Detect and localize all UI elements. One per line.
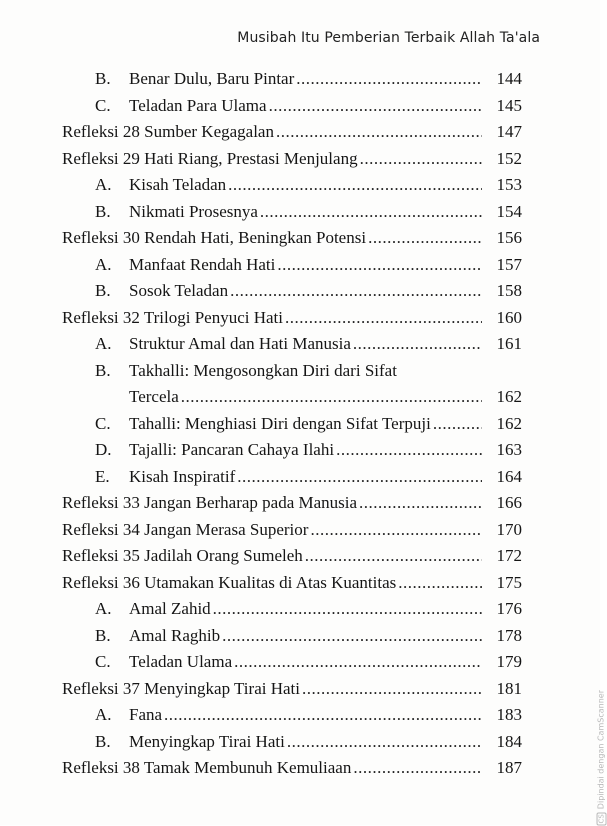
toc-entry-section [62, 278, 522, 305]
toc-entry-letter: B. [95, 281, 111, 300]
toc-dot-leader [368, 225, 482, 252]
toc-entry-title: Amal Zahid [129, 599, 211, 618]
toc-dot-leader [433, 411, 482, 438]
toc-entry-letter: A. [95, 175, 112, 194]
toc-entry-title: Tahalli: Menghiasi Diri dengan Sifat Terpuji [129, 413, 431, 433]
toc-page-number: 184 [496, 731, 522, 751]
toc-dot-leader [213, 596, 482, 623]
toc-dot-leader [353, 755, 482, 782]
toc-page-number: 160 [496, 307, 522, 327]
toc-entry-chapter [62, 225, 522, 252]
toc-entry-title: Refleksi 29 Hati Riang, Prestasi Menjulang [62, 148, 358, 168]
toc-entry-title: Refleksi 37 Menyingkap Tirai Hati [62, 678, 300, 698]
toc-page-number: 181 [496, 678, 522, 698]
toc-entry-section [62, 464, 522, 491]
toc-entry-section [62, 649, 522, 676]
toc-dot-leader [359, 490, 482, 517]
toc-page-number: 157 [496, 254, 522, 274]
toc-entry-chapter [62, 119, 522, 146]
toc-entry-letter: A. [95, 705, 112, 724]
toc-dot-leader [222, 623, 482, 650]
toc-page-number: 154 [496, 201, 522, 221]
toc-entry-section [62, 437, 522, 464]
toc-entry-letter: C. [95, 413, 111, 433]
toc-entry-section [62, 623, 522, 650]
toc-entry-section [62, 172, 522, 199]
toc-entry-title: Refleksi 38 Tamak Membunuh Kemuliaan [62, 758, 352, 777]
toc-entry-title: Refleksi 34 Jangan Merasa Superior [62, 519, 309, 539]
toc-entry-section [62, 729, 522, 756]
toc-page-number: 147 [496, 122, 522, 141]
toc-entry-letter: B. [95, 69, 111, 88]
toc-entry-title: Amal Raghib [129, 625, 221, 645]
toc-entry-title: Tercela [129, 387, 179, 406]
toc-dot-leader [360, 146, 482, 173]
toc-page-number: 162 [496, 413, 522, 433]
toc-page-number: 178 [496, 625, 522, 645]
toc-page-number: 187 [496, 758, 522, 777]
toc-entry-section [62, 358, 522, 385]
toc-page-number: 161 [496, 334, 522, 353]
toc-entry-title: Refleksi 28 Sumber Kegagalan [62, 122, 274, 141]
toc-dot-leader [164, 702, 482, 729]
toc-entry-letter: A. [95, 334, 112, 353]
toc-page-number: 156 [496, 228, 522, 247]
toc-page-number: 153 [496, 175, 522, 194]
toc-entry-chapter [62, 676, 522, 703]
toc-entry-title: Teladan Para Ulama [129, 95, 267, 115]
toc-entry-section [62, 66, 522, 93]
toc-dot-leader [310, 517, 482, 544]
toc-entry-letter: B. [95, 731, 111, 751]
toc-dot-leader [285, 305, 482, 332]
toc-entry-title: Refleksi 35 Jadilah Orang Sumeleh [62, 546, 303, 565]
toc-entry-title: Sosok Teladan [129, 281, 229, 300]
toc-entry-title: Struktur Amal dan Hati Manusia [129, 334, 351, 353]
toc-entry-title: Kisah Teladan [129, 175, 227, 194]
toc-dot-leader [296, 66, 482, 93]
toc-entry-title: Takhalli: Mengosongkan Diri dari Sifat [129, 360, 397, 380]
scanner-watermark [597, 690, 607, 826]
toc-entry-chapter [62, 570, 522, 597]
toc-entry-title: Fana [129, 705, 163, 724]
watermark-text: Dipindai dengan CamScanner [597, 690, 606, 810]
toc-dot-leader [181, 384, 482, 411]
toc-page-number: 163 [496, 440, 522, 459]
toc-dot-leader [353, 331, 482, 358]
toc-page-number: 170 [496, 519, 522, 539]
camscanner-icon: CS [598, 814, 606, 824]
toc-entry-continuation [62, 384, 522, 411]
toc-entry-title: Benar Dulu, Baru Pintar [129, 69, 295, 88]
toc-entry-title: Refleksi 30 Rendah Hati, Beningkan Potensi [62, 228, 367, 247]
toc-dot-leader [398, 570, 482, 597]
toc-entry-title: Manfaat Rendah Hati [129, 254, 276, 274]
toc-entry-chapter [62, 517, 522, 544]
toc-entry-letter: C. [95, 652, 111, 671]
toc-page-number: 164 [496, 466, 522, 486]
toc-page-number: 176 [496, 599, 522, 618]
toc-entry-section [62, 702, 522, 729]
toc-entry-letter: A. [95, 599, 112, 618]
toc-entry-letter: B. [95, 201, 111, 221]
toc-page-number: 152 [496, 148, 522, 168]
toc-entry-chapter [62, 305, 522, 332]
toc-dot-leader [277, 252, 482, 279]
toc-entry-title: Tajalli: Pancaran Cahaya Ilahi [129, 440, 335, 459]
toc-entry-section [62, 596, 522, 623]
toc-page-number: 172 [496, 546, 522, 565]
table-of-contents [62, 66, 522, 782]
toc-page-number: 162 [496, 387, 522, 406]
toc-entry-section [62, 252, 522, 279]
toc-entry-title: Nikmati Prosesnya [129, 201, 258, 221]
toc-page-number: 144 [496, 69, 522, 88]
toc-page-number: 175 [496, 572, 522, 592]
toc-dot-leader [230, 278, 482, 305]
toc-dot-leader [302, 676, 482, 703]
toc-entry-section [62, 93, 522, 120]
toc-entry-letter: C. [95, 95, 111, 115]
toc-dot-leader [336, 437, 482, 464]
toc-entry-title: Refleksi 36 Utamakan Kualitas di Atas Kuantitas [62, 572, 397, 592]
toc-entry-title: Teladan Ulama [129, 652, 233, 671]
toc-entry-letter: D. [95, 440, 112, 459]
toc-entry-chapter [62, 543, 522, 570]
toc-entry-section [62, 411, 522, 438]
toc-entry-letter: E. [95, 466, 110, 486]
toc-dot-leader [269, 93, 482, 120]
toc-dot-leader [234, 649, 482, 676]
toc-entry-chapter [62, 490, 522, 517]
toc-entry-title: Menyingkap Tirai Hati [129, 731, 285, 751]
toc-entry-chapter [62, 146, 522, 173]
toc-entry-letter: B. [95, 360, 111, 380]
toc-dot-leader [287, 729, 482, 756]
toc-entry-title: Refleksi 32 Trilogi Penyuci Hati [62, 307, 283, 327]
toc-dot-leader [228, 172, 482, 199]
toc-dot-leader [276, 119, 482, 146]
toc-entry-section [62, 199, 522, 226]
toc-entry-letter: A. [95, 254, 112, 274]
toc-dot-leader [260, 199, 482, 226]
toc-entry-chapter [62, 755, 522, 782]
toc-page-number: 145 [496, 95, 522, 115]
toc-entry-letter: B. [95, 625, 111, 645]
toc-entry-title: Kisah Inspiratif [129, 466, 236, 486]
toc-entry-title: Refleksi 33 Jangan Berharap pada Manusia [62, 493, 358, 512]
toc-dot-leader [237, 464, 482, 491]
running-header: Musibah Itu Pemberian Terbaik Allah Ta'ala [237, 30, 540, 46]
toc-entry-section [62, 331, 522, 358]
toc-dot-leader [305, 543, 482, 570]
toc-page-number: 179 [496, 652, 522, 671]
toc-page-number: 158 [496, 281, 522, 300]
toc-page-number: 166 [496, 493, 522, 512]
toc-page-number: 183 [496, 705, 522, 724]
